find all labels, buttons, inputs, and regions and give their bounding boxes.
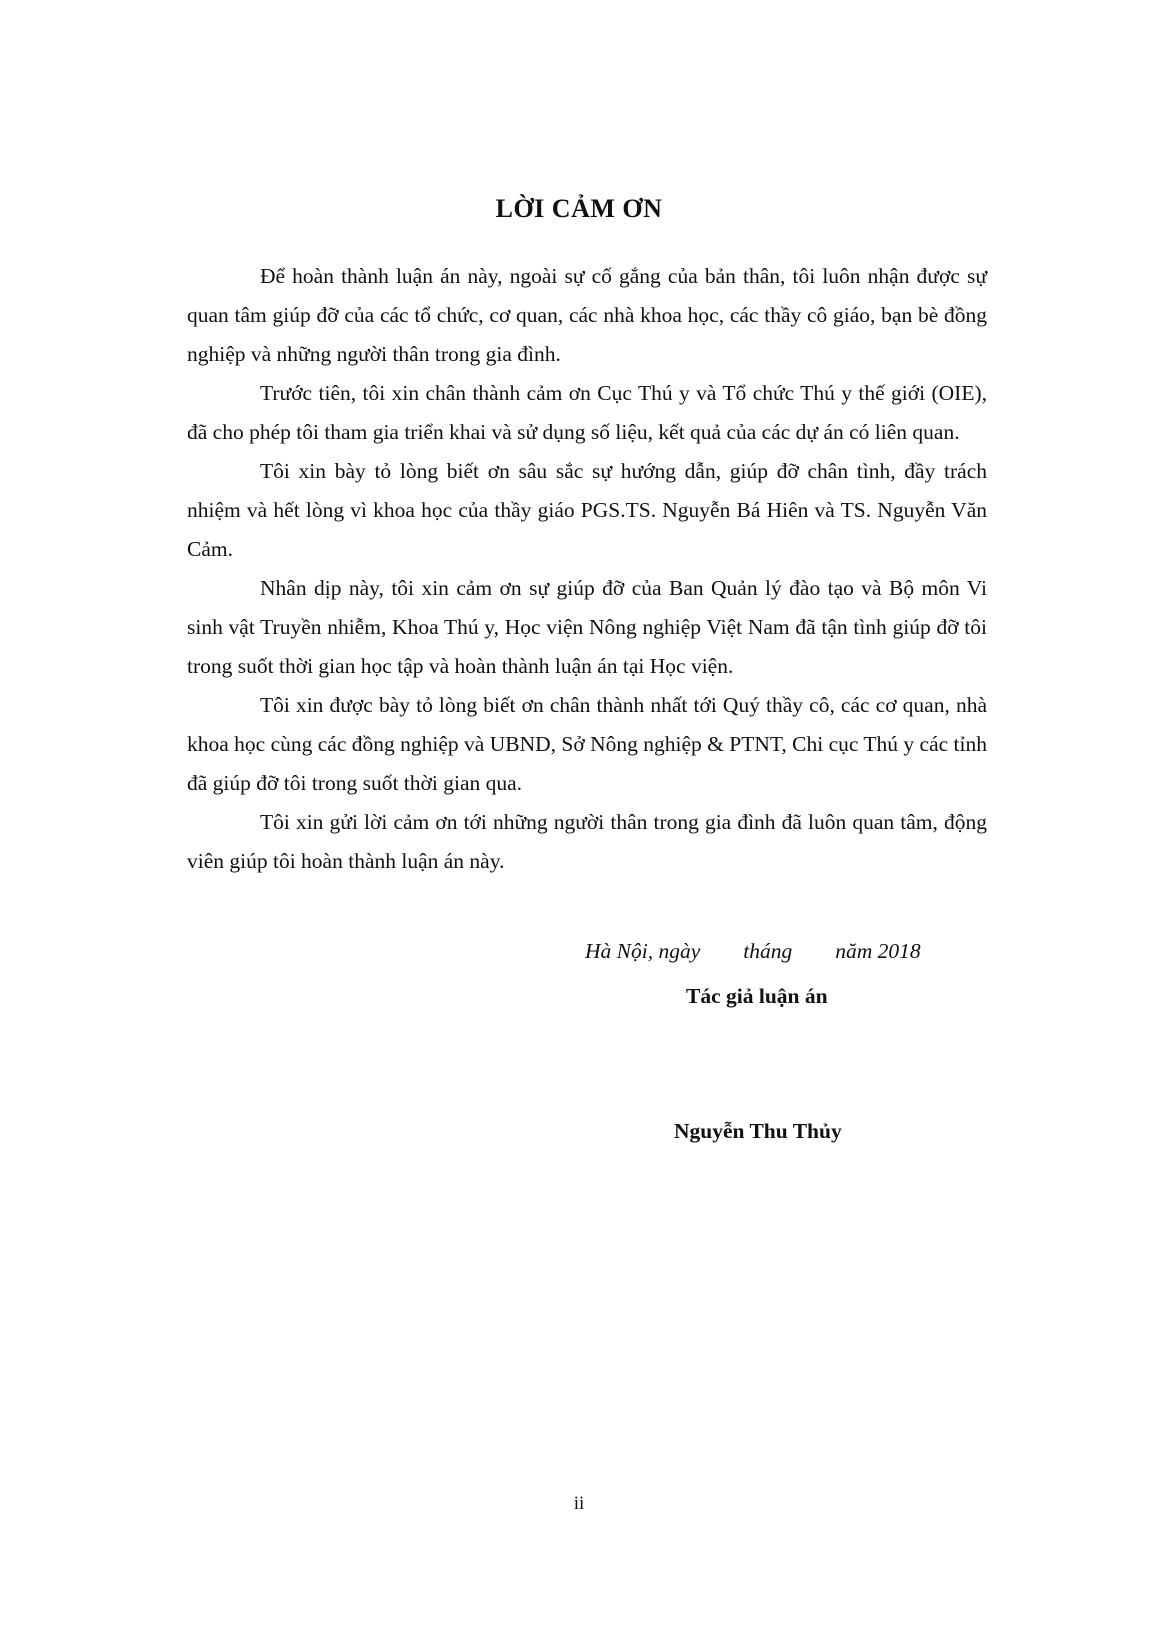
page-number: ii (573, 1493, 585, 1514)
paragraph: Tôi xin bày tỏ lòng biết ơn sâu sắc sự hướng dẫn, giúp đỡ chân tình, đầy trách nhiệm và hết lòng vì khoa học của thầy giáo PGS.TS. Nguyễn Bá Hiên và TS. Nguyễn Văn Cảm. (187, 459, 987, 561)
paragraph: Để hoàn thành luận án này, ngoài sự cố gắng của bản thân, tôi luôn nhận được sự quan tâm giúp đỡ của các tổ chức, cơ quan, các nhà khoa học, các thầy cô giáo, bạn bè đồng nghiệp và những người thân trong gia đình. (187, 264, 987, 366)
paragraph: Nhân dịp này, tôi xin cảm ơn sự giúp đỡ của Ban Quản lý đào tạo và Bộ môn Vi sinh vật Truyền nhiễm, Khoa Thú y, Học viện Nông nghiệp Việt Nam đã tận tình giúp đỡ tôi trong suốt thời gian học tập và hoàn thành luận án tại Học viện. (187, 576, 987, 678)
signature-role: Tác giả luận án (686, 984, 828, 1008)
paragraph: Tôi xin được bày tỏ lòng biết ơn chân thành nhất tới Quý thầy cô, các cơ quan, nhà khoa học cùng các đồng nghiệp và UBND, Sở Nông nghiệp & PTNT, Chi cục Thú y các tỉnh đã giúp đỡ tôi trong suốt thời gian qua. (187, 693, 987, 795)
signature-date-line: Hà Nội, ngày tháng năm 2018 (585, 939, 921, 963)
paragraph: Trước tiên, tôi xin chân thành cảm ơn Cục Thú y và Tổ chức Thú y thế giới (OIE), đã cho phép tôi tham gia triển khai và sử dụng số liệu, kết quả của các dự án có liên quan. (187, 381, 987, 444)
acknowledgement-body (187, 257, 987, 881)
signature-name: Nguyễn Thu Thủy (674, 1119, 842, 1143)
page-title: LỜI CẢM ƠN (495, 194, 663, 223)
paragraph: Tôi xin gửi lời cảm ơn tới những người thân trong gia đình đã luôn quan tâm, động viên giúp tôi hoàn thành luận án này. (187, 810, 987, 873)
